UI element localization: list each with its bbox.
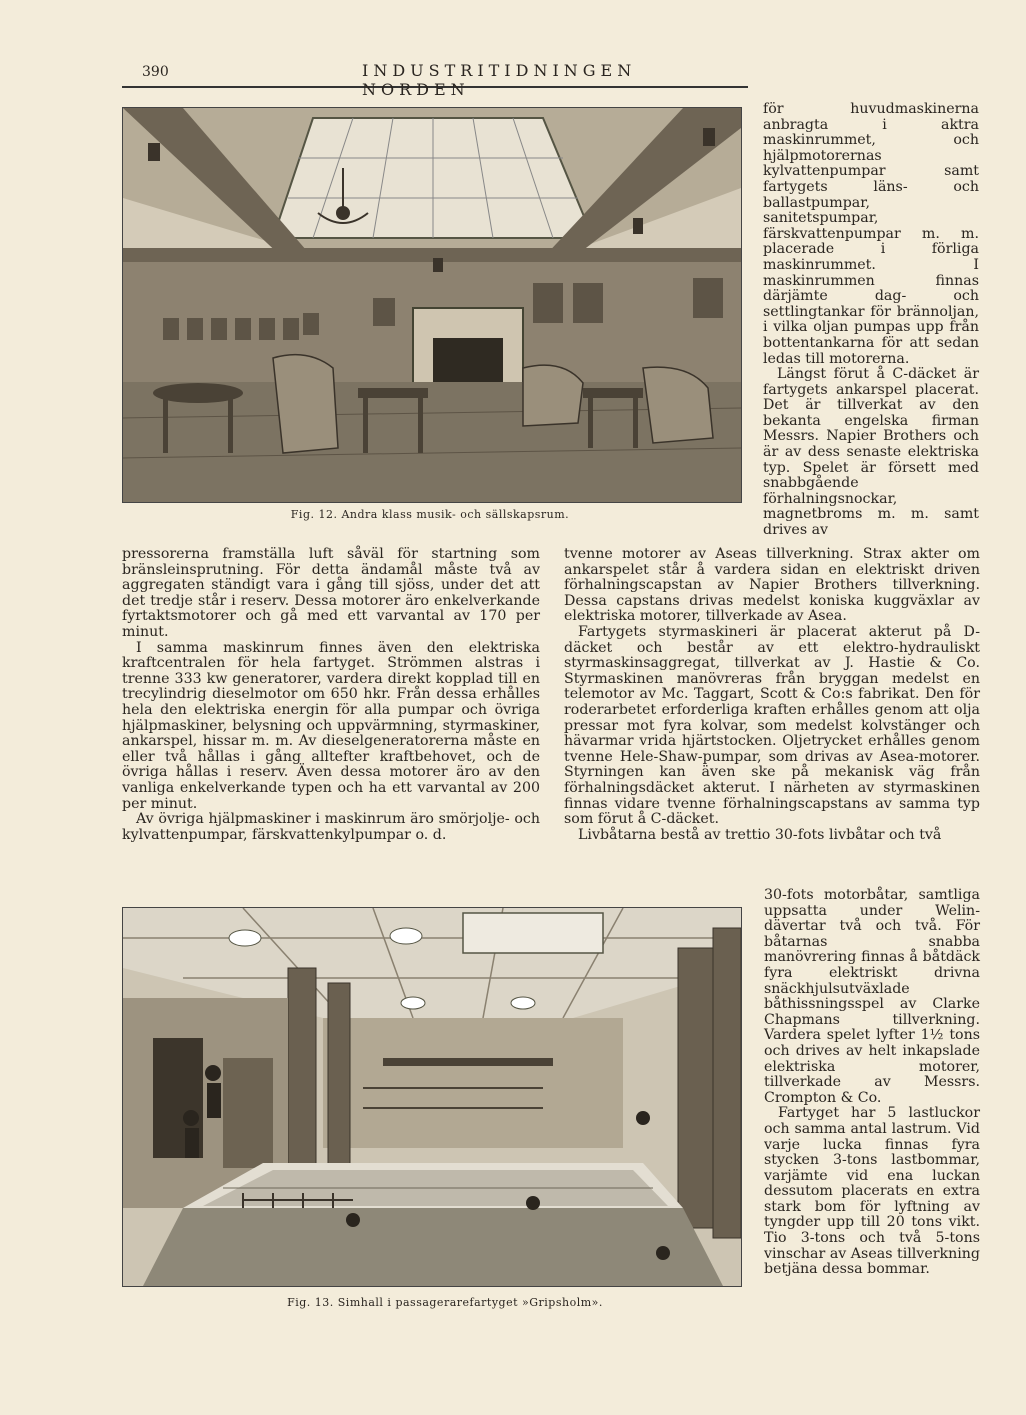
running-header <box>122 58 748 99</box>
column-right-bottom <box>764 888 980 1278</box>
paragraph: för huvudmaskinerna anbragta i aktra maskinrummet, och hjälpmotorernas kylvattenpumpar samt fartygets läns- och ballastpumpar, sanitetspumpar, färskvattenpumpar m. m. placerade i förliga maskinrummet. I maskinrummen finnas därjämte dag- och settlingtankar för brännoljan, i vilka oljan pumpas upp från bottentankarna för att sedan ledas till motorerna. <box>763 101 979 367</box>
paragraph: Längst förut å C-däcket är fartygets ankarspel placerat. Det är tillverkat av den bekanta engelska firman Messrs. Napier Brothers och är av dess senaste elektriska typ. Spelet är försett med snabbgående förhalningsnockar, magnetbroms m. m. samt drives av <box>763 366 979 539</box>
paragraph: Fartyget har 5 lastluckor och samma antal lastrum. Vid varje lucka finnas fyra stycken 3-tons lastbommar, varjämte vid ena luckan dessutom placerats en extra stark bom för lyftning av tyngder upp till 20 tons vikt. Tio 3-tons och två 5-tons vinschar av Aseas tillverkning betjäna dessa bommar. <box>764 1105 980 1278</box>
page-number: 390 <box>142 64 169 80</box>
figure-12-caption: Fig. 12. Andra klass musik- och sällskapsrum. <box>290 508 570 521</box>
figure-13-caption: Fig. 13. Simhall i passagerarefartyget »Gripsholm». <box>287 1296 603 1309</box>
column-left-middle <box>122 547 540 843</box>
figure-13-swimming-hall <box>122 907 742 1287</box>
paragraph: 30-fots motorbåtar, samtliga uppsatta under Welin-dävertar två och två. För båtarnas snabba manövrering finnas å båtdäck fyra elektriskt drivna snäckhjulsutväxlade båthissningsspel av Clarke Chapmans tillverkning. Vardera spelet lyfter 1½ tons och drives av helt inkapslade elektriska motorer, tillverkade av Messrs. Crompton & Co. <box>764 887 980 1106</box>
paragraph: Av övriga hjälpmaskiner i maskinrum äro smörjolje- och kylvattenpumpar, färskvattenkylpumpar o. d. <box>122 811 540 843</box>
column-right-top <box>763 102 979 539</box>
swimming-hall-illustration <box>123 908 741 1286</box>
music-room-illustration <box>123 108 741 502</box>
paragraph: Fartygets styrmaskineri är placerat akterut på D-däcket och består av ett elektro-hydrauliskt styrmaskinsaggregat, tillverkat av J. Hastie & Co. Styrmaskinen manövreras från bryggan medelst en telemotor av Mc. Taggart, Scott & Co:s fabrikat. Den för roderarbetet erforderliga kraften erhålles genom att olja pressar mot fyra kolvar, som medelst kolvstänger och hävarmar vrida hjärtstocken. Oljetrycket erhålles genom tvenne Hele-Shaw-pumpar, som drivas av Asea-motorer. Styrningen kan även ske på mekanisk väg från förhalningsdäcket akterut. I närheten av styrmaskinen finnas vidare tvenne förhalningscapstans av samma typ som förut å C-däcket. <box>564 623 980 828</box>
paragraph: Livbåtarna bestå av trettio 30-fots livbåtar och två <box>578 826 942 843</box>
paragraph: I samma maskinrum finnes även den elektriska kraftcentralen för hela fartyget. Strömmen alstras i trenne 333 kw generatorer, vardera direkt kopplad till en trecylindrig dieselmotor om 650 hkr. Från dessa erhålles hela den elektriska energin för alla pumpar och övriga hjälpmaskiner, belysning och uppvärmning, styrmaskiner, ankarspel, hissar m. m. Av dieselgeneratorerna måste en eller två hållas i gång alltefter kraftbehovet, och de övriga hållas i reserv. Även dessa motorer äro av den vanliga enkelverkande typen och ha ett varvantal av 200 per minut. <box>122 639 540 812</box>
journal-title: INDUSTRITIDNINGEN NORDEN <box>362 61 637 99</box>
column-right-middle <box>564 547 980 843</box>
paragraph: tvenne motorer av Aseas tillverkning. Strax akter om ankarspelet står å vardera sidan en elektriskt driven förhalningscapstan av Napier Brothers tillverkning. Dessa capstans drivas medelst koniska kuggväxlar av elektriska motorer, tillverkade av Asea. <box>564 546 980 625</box>
paragraph: pressorerna framställa luft såväl för startning som bränsleinsprutning. För detta ändamål måste två av aggregaten ständigt vara i gång till sjöss, under det att det tredje står i reserv. Dessa motorer äro enkelverkande fyrtaktsmotorer och gå med ett varvantal av 170 per minut. <box>122 546 540 640</box>
figure-12-music-room <box>122 107 742 503</box>
